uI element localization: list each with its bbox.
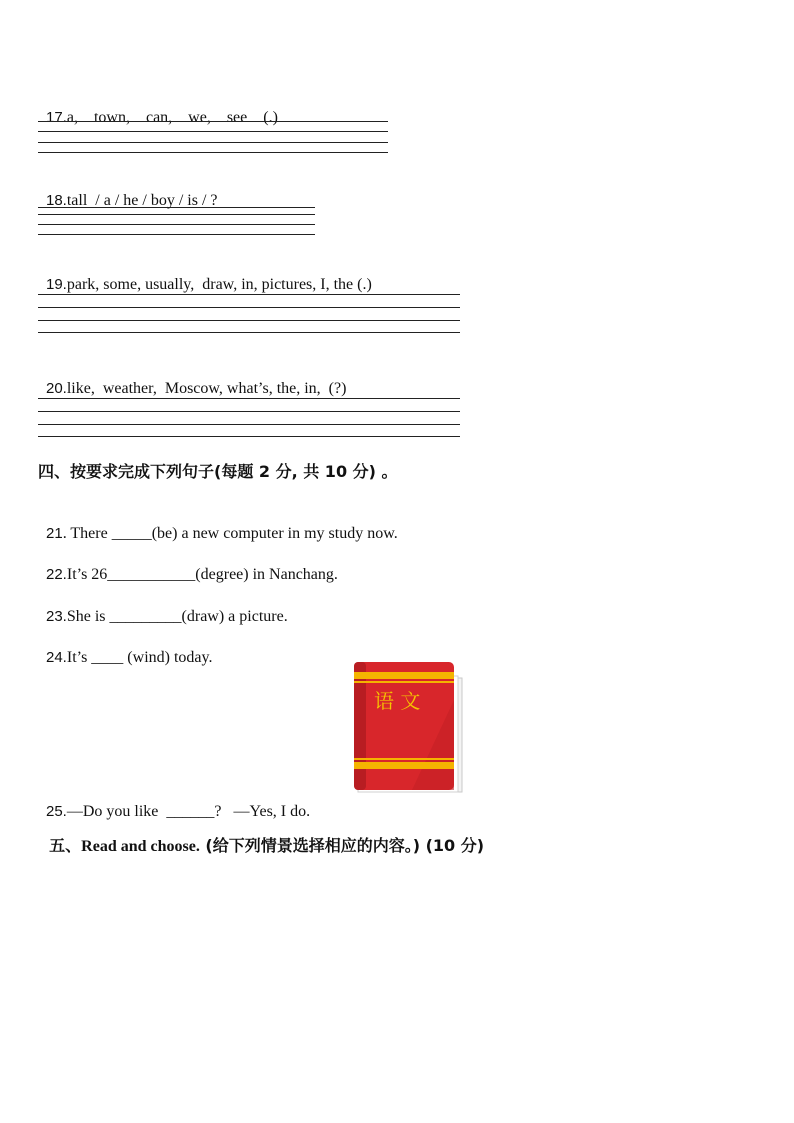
question-text: —Do you like ______? —Yes, I do. xyxy=(66,803,311,820)
answer-line[interactable] xyxy=(38,234,315,235)
question-text: like, weather, Moscow, what’s, the, in, (?) xyxy=(66,380,347,397)
chinese-textbook-icon xyxy=(352,660,464,796)
question-number: 19. xyxy=(46,276,67,293)
answer-line[interactable] xyxy=(38,214,315,215)
question-21 xyxy=(38,504,398,544)
question-text: . There _____(be) a new computer in my study now. xyxy=(62,525,398,542)
section-4-heading: 四、按要求完成下列句子(每题 2 分, 共 10 分) 。 xyxy=(38,462,398,481)
answer-line[interactable] xyxy=(38,142,388,143)
answer-line[interactable] xyxy=(38,224,315,225)
question-number: 23. xyxy=(46,608,67,625)
answer-line[interactable] xyxy=(38,307,460,308)
question-number: 21 xyxy=(46,525,63,542)
question-text: It’s ____ (wind) today. xyxy=(66,649,213,666)
question-text: She is _________(draw) a picture. xyxy=(66,608,288,625)
question-number: 24. xyxy=(46,649,67,666)
question-text: a, town, can, we, see (.) xyxy=(66,109,278,126)
question-20 xyxy=(38,359,346,399)
question-18 xyxy=(38,171,218,211)
question-number: 17. xyxy=(46,109,67,126)
answer-line[interactable] xyxy=(38,332,460,333)
question-19 xyxy=(38,255,372,295)
answer-line[interactable] xyxy=(38,424,460,425)
question-number: 22. xyxy=(46,566,67,583)
question-number: 25. xyxy=(46,803,67,820)
answer-line[interactable] xyxy=(38,131,388,132)
answer-line[interactable] xyxy=(38,294,460,295)
section-5-english: Read and choose. xyxy=(81,838,200,855)
answer-line[interactable] xyxy=(38,320,460,321)
answer-line[interactable] xyxy=(38,207,315,208)
section-5-suffix: (给下列情景选择相应的内容。) (10 分) xyxy=(199,836,485,855)
question-text: park, some, usually, draw, in, pictures, I, the (.) xyxy=(66,276,372,293)
question-number: 18. xyxy=(46,192,67,209)
question-24 xyxy=(38,628,212,668)
question-22 xyxy=(38,545,338,585)
answer-line[interactable] xyxy=(38,436,460,437)
question-17 xyxy=(38,88,278,128)
question-text: It’s 26___________(degree) in Nanchang. xyxy=(66,566,338,583)
answer-line[interactable] xyxy=(38,398,460,399)
answer-line[interactable] xyxy=(38,121,388,122)
answer-line[interactable] xyxy=(38,411,460,412)
answer-line[interactable] xyxy=(38,152,388,153)
section-5-heading xyxy=(38,816,484,857)
section-5-prefix: 五、 xyxy=(49,836,82,855)
question-23 xyxy=(38,587,288,627)
book-title: 语 文 xyxy=(374,689,421,713)
question-text: tall / a / he / boy / is / ? xyxy=(66,192,218,209)
question-number: 20. xyxy=(46,380,67,397)
